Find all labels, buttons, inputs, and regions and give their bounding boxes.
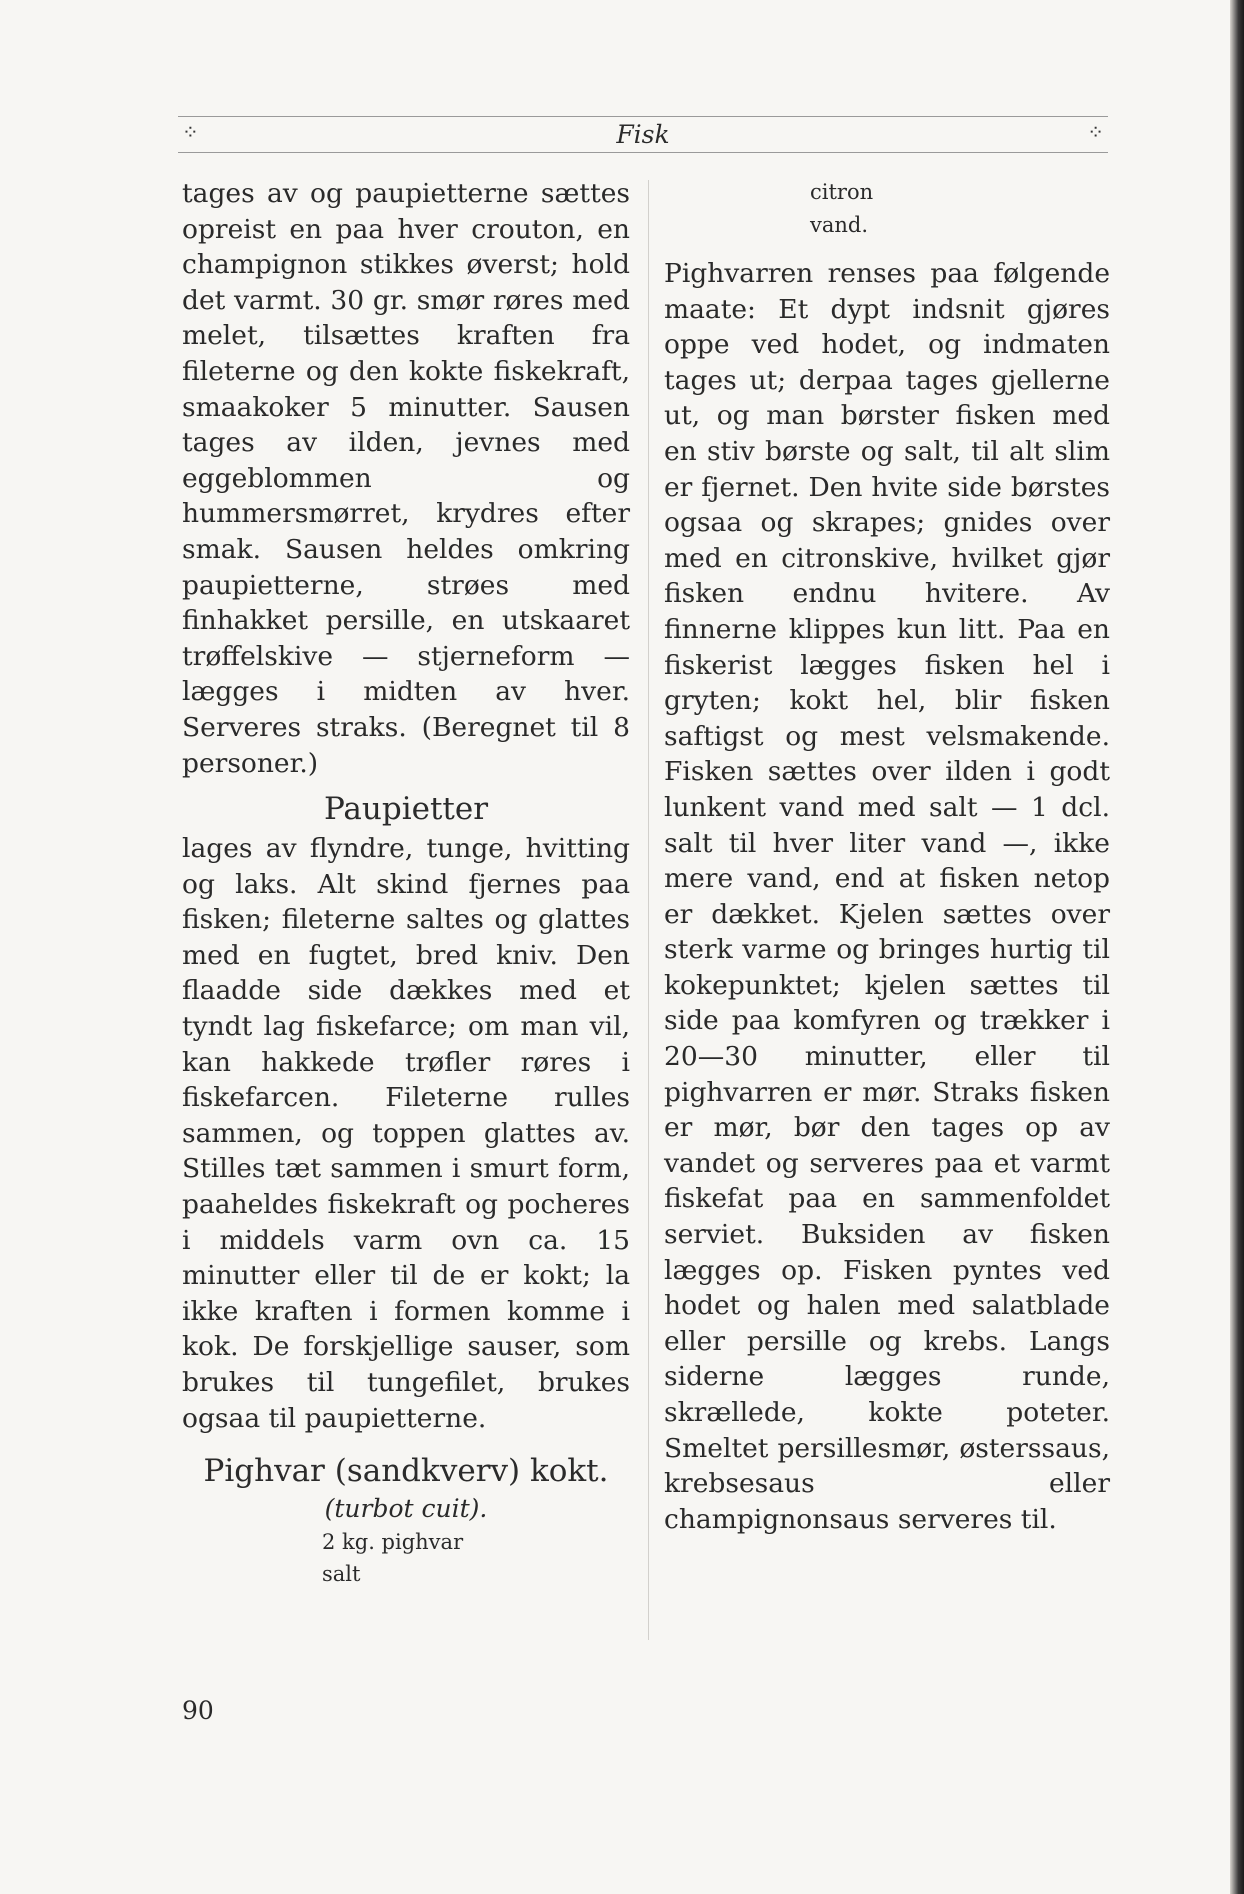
paragraph-continued: tages av og paupietterne sættes opreist en paa hver crouton, en champignon stikkes øverst; hold det varmt. 30 gr. smør røres med melet, tilsættes kraften fra fileterne og den kokte fiskekraft, smaakoker 5 minutter. Sausen tages av ilden, jevnes med eggeblommen og hummersmørret, krydres efter smak. Sausen heldes omkring paupietterne, strøes med finhakket persille, en utskaaret trøffelskive — stjerneform — lægges i midten av hver. Serveres straks. (Beregnet til 8 personer.) bbox=[182, 178, 630, 779]
header-rule-bottom bbox=[178, 152, 1108, 153]
recipe-subheading-pighvar: (turbot cuit). bbox=[324, 1494, 488, 1524]
recipe-heading-pighvar: Pighvar (sandkverv) kokt. bbox=[203, 1453, 609, 1490]
right-column bbox=[664, 176, 1110, 1537]
paragraph-paupietter: lages av flyndre, tunge, hvitting og laks. Alt skind fjernes paa fisken; fileterne saltes og glattes med en fugtet, bred kniv. Den flaadde side dækkes med et tyndt lag fiskefarce; om man vil, kan hakkede trøfler røres i fiskefarcen. Fileterne rulles sammen, og toppen glattes av. Stilles tæt sammen i smurt form, paaheldes fiskekraft og pocheres i middels varm ovn ca. 15 minutter eller til de er kokt; la ikke kraften i formen komme i kok. De forskjellige sauser, som brukes til tungefilet, brukes ogsaa til paupietterne. bbox=[182, 833, 630, 1434]
header-rule-top bbox=[178, 116, 1108, 117]
running-title: Fisk bbox=[616, 120, 670, 149]
ingredient-line: citron bbox=[810, 180, 874, 204]
ingredient-line: salt bbox=[322, 1562, 361, 1587]
page-number: 90 bbox=[182, 1696, 214, 1725]
book-spine-edge bbox=[1230, 0, 1244, 1894]
left-column bbox=[182, 176, 630, 1590]
ingredient-line: 2 kg. pighvar bbox=[322, 1530, 464, 1555]
ornament-left-icon: ⁘ bbox=[182, 120, 199, 144]
column-divider bbox=[648, 180, 649, 1640]
running-header bbox=[178, 116, 1108, 156]
ingredient-line: vand. bbox=[810, 213, 869, 237]
ornament-right-icon: ⁘ bbox=[1087, 120, 1104, 144]
recipe-heading-paupietter: Paupietter bbox=[323, 791, 489, 828]
paragraph-pighvar-method: Pighvarren renses paa følgende maate: Et dypt indsnit gjøres oppe ved hodet, og indmaten tages ut; derpaa tages gjellerne ut, og man børster fisken med en stiv børste og salt, til alt slim er fjernet. Den hvite side børstes ogsaa og skrapes; gnides over med en citronskive, hvilket gjør fisken endnu hvitere. Av finnerne klippes kun litt. Paa en fiskerist lægges fisken hel i gryten; kokt hel, blir fisken saftigst og mest velsmakende. Fisken sættes over ilden i godt lunkent vand med salt — 1 dcl. salt til hver liter vand —, ikke mere vand, end at fisken netop er dækket. Kjelen sættes over sterk varme og bringes hurtig til kokepunktet; kjelen sættes til side paa komfyren og trækker i 20—30 minutter, eller til pighvarren er mør. Straks fisken er mør, bør den tages op av vandet og serveres paa et varmt fiskefat paa en sammenfoldet serviet. Buksiden av fisken lægges op. Fisken pyntes ved hodet og halen med salatblade eller persille og krebs. Langs siderne lægges runde, skrællede, kokte poteter. Smeltet persillesmør, østerssaus, krebsesaus eller champignonsaus serveres til. bbox=[664, 258, 1110, 1535]
